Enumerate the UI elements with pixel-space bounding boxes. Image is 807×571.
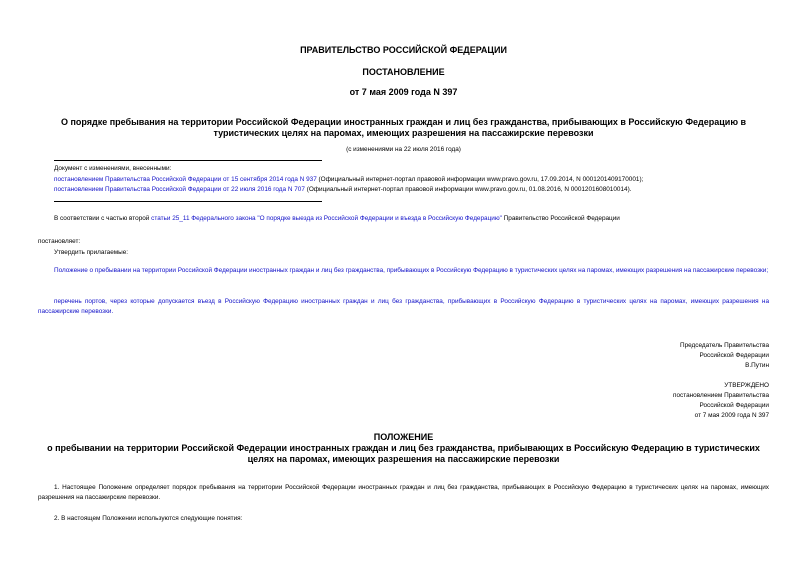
decrees-text: постановляет:: [38, 238, 81, 245]
regulation-paragraph-1: 1. Настоящее Положение определяет порядок пребывания на территории Российской Федерации иностранных граждан и лиц без гражданства, прибывающих в Российскую Федерацию в туристических целях на паромах, имеющих разрешения на пассажирские перевозки.: [38, 484, 769, 501]
amendment-item-2: [54, 185, 632, 195]
preamble-start: В соответствии с частью второй: [54, 215, 152, 222]
preamble: [54, 214, 620, 224]
preamble-end: Правительство Российской Федерации: [501, 215, 620, 222]
approved-line4: от 7 мая 2009 года N 397: [694, 412, 769, 419]
document-title-line1: О порядке пребывания на территории Российской Федерации иностранных граждан и лиц без гражданства, прибывающих в Российскую Федерацию в: [60, 117, 747, 127]
ports-list-link[interactable]: перечень портов, через которые допускается въезд в Российскую Федерацию иностранных граждан и лиц без гражданства, прибывающих в Российскую Федерацию в туристических целях на паромах, имеющих разрешения на пассажирские перевозки.: [38, 298, 769, 315]
regulation-heading: ПОЛОЖЕНИЕ: [373, 432, 434, 442]
government-name: ПРАВИТЕЛЬСТВО РОССИЙСКОЙ ФЕДЕРАЦИИ: [300, 45, 507, 55]
signature-position-line2: Российской Федерации: [699, 352, 769, 359]
amendments-intro: Документ с изменениями, внесенными:: [54, 165, 172, 172]
regulation-subtitle-line1: о пребывании на территории Российской Федерации иностранных граждан и лиц без гражданства, прибывающих в Российскую Федерацию в туристических: [47, 443, 760, 453]
approved-label: УТВЕРЖДЕНО: [724, 382, 769, 389]
amendment-item-1: [54, 175, 643, 185]
document-title-line2: туристических целях на паромах, имеющих разрешения на пассажирские перевозки: [213, 128, 594, 138]
amendment-source-2016: (Официальный интернет-портал правовой информации www.pravo.gov.ru, 01.08.2016, N 0001201608010014).: [304, 186, 632, 193]
approved-line2: постановлением Правительства: [673, 392, 769, 399]
amendments-top-rule: [54, 160, 322, 161]
revision-note: (с изменениями на 22 июля 2016 года): [346, 146, 461, 153]
amendment-source-2014: (Официальный интернет-портал правовой информации www.pravo.gov.ru, 17.09.2014, N 0001201409170001);: [316, 176, 644, 183]
signature-name: В.Путин: [745, 362, 769, 369]
amendment-link-2016[interactable]: постановлением Правительства Российской Федерации от 22 июля 2016 года N 707: [54, 186, 305, 193]
document-type: ПОСТАНОВЛЕНИЕ: [362, 67, 445, 77]
regulation-subtitle-line2: целях на паромах, имеющих разрешения на пассажирские перевозки: [247, 454, 560, 464]
approve-text: Утвердить прилагаемые:: [54, 249, 129, 256]
regulation-link[interactable]: Положение о пребывании на территории Российской Федерации иностранных граждан и лиц без гражданства, прибывающих в Российскую Федерацию в туристических целях на паромах, имеющих разрешения на пассажирские перевозки;: [54, 267, 769, 274]
approved-line3: Российской Федерации: [699, 402, 769, 409]
signature-position-line1: Председатель Правительства: [680, 342, 769, 349]
federal-law-link[interactable]: статьи 25_11 Федерального закона "О порядке выезда из Российской Федерации и въезда в Российскую Федерацию": [151, 215, 502, 222]
amendments-bottom-rule: [54, 201, 322, 202]
document-date-number: от 7 мая 2009 года N 397: [349, 87, 458, 97]
amendment-link-2014[interactable]: постановлением Правительства Российской Федерации от 15 сентября 2014 года N 937: [54, 176, 317, 183]
regulation-paragraph-2: 2. В настоящем Положении используются следующие понятия:: [54, 515, 243, 522]
